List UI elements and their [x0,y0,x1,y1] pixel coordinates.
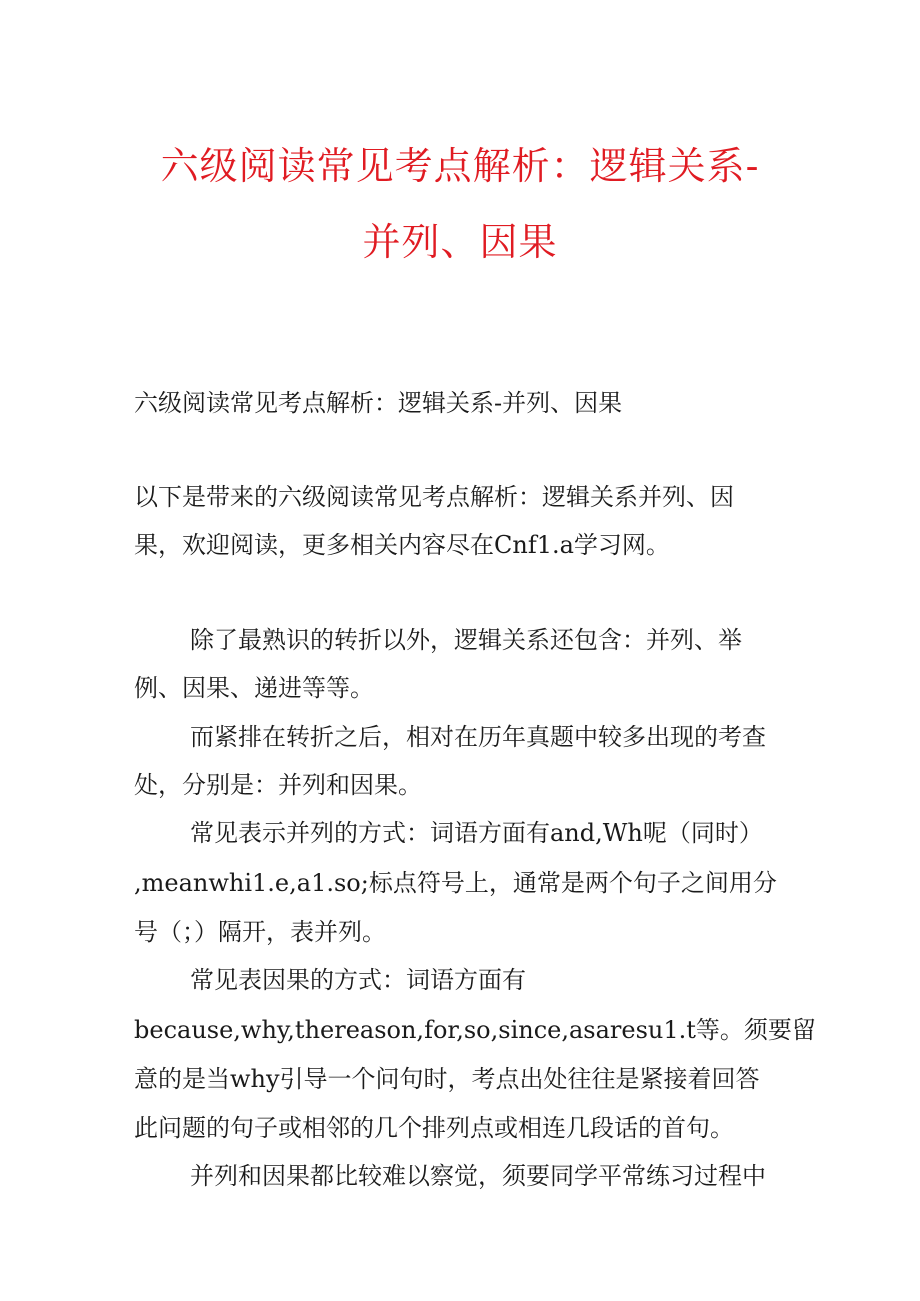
paragraph-1-line-2: 例、因果、递进等等。 [134,674,374,702]
paragraph-5-line-1: 并列和因果都比较难以察觉，须要同学平常练习过程中 [190,1162,766,1190]
paragraph-4-line-2: because,why,thereason,for,so,since,asaresu1.t等。须要留 [134,1016,816,1044]
paragraph-1-line-1: 除了最熟识的转折以外，逻辑关系还包含：并列、举 [190,626,742,654]
document-title-line-1: 六级阅读常见考点解析：逻辑关系- [160,144,760,188]
document-title-line-2: 并列、因果 [362,220,558,264]
paragraph-4-line-1: 常见表因果的方式：词语方面有 [190,966,526,994]
subtitle: 六级阅读常见考点解析：逻辑关系-并列、因果 [134,389,623,417]
paragraph-2-line-2: 处，分别是：并列和因果。 [134,771,422,799]
intro-line-1: 以下是带来的六级阅读常见考点解析：逻辑关系并列、因 [134,483,734,511]
paragraph-3-line-1: 常见表示并列的方式：词语方面有and,Wh呢（同时） [190,819,763,847]
paragraph-3-line-2: ,meanwhi1.e,a1.so;标点符号上，通常是两个句子之间用分 [134,869,777,897]
intro-line-2: 果，欢迎阅读，更多相关内容尽在Cnf1.a学习网。 [134,531,670,559]
paragraph-4-line-3: 意的是当why引导一个问句时，考点出处往往是紧接着回答 [134,1065,760,1093]
paragraph-4-line-4: 此问题的句子或相邻的几个排列点或相连几段话的首句。 [134,1114,734,1142]
paragraph-2-line-1: 而紧排在转折之后，相对在历年真题中较多出现的考查 [190,723,766,751]
paragraph-3-line-3: 号（；）隔开，表并列。 [134,918,386,946]
